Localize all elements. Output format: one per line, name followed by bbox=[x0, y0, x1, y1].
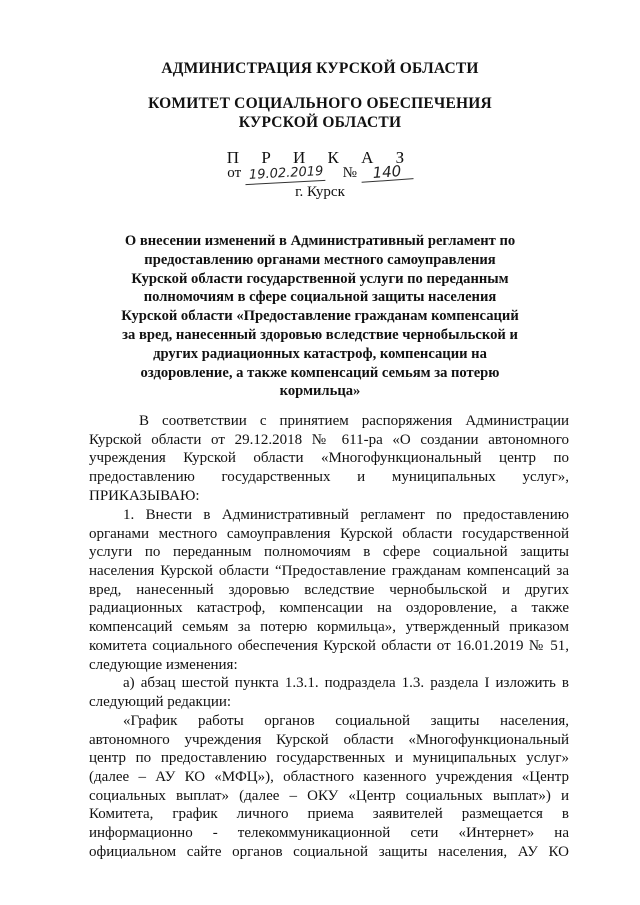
title-line: О внесении изменений в Административный регламент по bbox=[124, 233, 516, 249]
text-line: а) абзац шестой пункта 1.3.1. подраздела 1.3. раздела I изложить в bbox=[123, 675, 569, 691]
text-line: следующие изменения: bbox=[89, 656, 238, 673]
order-city: г. Курск bbox=[295, 184, 345, 200]
text-line: радиационных катастроф, компенсации на оздоровление, а также bbox=[89, 600, 569, 617]
text-line: 1. Внести в Административный регламент по предоставлению bbox=[123, 507, 569, 523]
text-line: «График работы органов социальной защиты населения, bbox=[123, 713, 569, 729]
title-line: Курской области государственной услуги по переданным bbox=[131, 270, 509, 287]
text-line: информационно - телекоммуникационной сети «Интернет» на bbox=[89, 825, 569, 842]
paragraph-item-a bbox=[89, 674, 569, 711]
administration-heading: АДМИНИСТРАЦИЯ КУРСКОЙ ОБЛАСТИ bbox=[161, 60, 479, 77]
text-line: учреждения Курской области «Многофункциональный центр по bbox=[89, 450, 569, 467]
text-line: комитета социального обеспечения Курской области от 16.01.2019 № 51, bbox=[89, 637, 569, 654]
paragraph-preamble bbox=[89, 412, 569, 505]
text-line: услуги по переданным полномочиям в сфере социальной защиты bbox=[89, 544, 569, 561]
text-line: (далее – АУ КО «МФЦ»), областного казенного учреждения «Центр bbox=[89, 769, 569, 786]
title-line: кормильца» bbox=[279, 383, 361, 400]
order-from-label: от bbox=[227, 165, 242, 181]
order-number-handwritten: 140 bbox=[360, 162, 413, 183]
text-line: вред, нанесенный здоровью вследствие чернобыльской и других bbox=[89, 581, 569, 598]
title-line: предоставлению органами местного самоуправления bbox=[144, 251, 496, 268]
text-line: ПРИКАЗЫВАЮ: bbox=[89, 487, 200, 504]
text-line: Курской области от 29.12.2018 № 611-ра «О создании автономного bbox=[89, 431, 569, 448]
text-line: социальных выплат» (далее – ОКУ «Центр социальных выплат») и bbox=[89, 787, 569, 804]
text-line: предоставлению государственных и муниципальных услуг», bbox=[89, 469, 569, 486]
title-line: полномочиям в сфере социальной защиты населения bbox=[143, 289, 497, 306]
committee-heading-line1: КОМИТЕТ СОЦИАЛЬНОГО ОБЕСПЕЧЕНИЯ bbox=[148, 95, 492, 112]
text-line: официальном сайте органов социальной защиты населения, АУ КО bbox=[89, 843, 569, 860]
committee-heading-line2: КУРСКОЙ ОБЛАСТИ bbox=[238, 114, 402, 131]
text-line: населения Курской области “Предоставление гражданам компенсаций за bbox=[89, 563, 569, 580]
title-line: других радиационных катастроф, компенсации на bbox=[153, 345, 487, 362]
text-line: органами местного самоуправления Курской области государственной bbox=[89, 525, 569, 542]
text-line: Комитета, график личного приема заявителей размещается в bbox=[89, 806, 569, 823]
title-line: Курской области «Предоставление гражданам компенсаций bbox=[121, 308, 519, 325]
text-line: следующий редакции: bbox=[89, 693, 232, 710]
title-line: за вред, нанесенный здоровью вследствие чернобыльской и bbox=[122, 326, 518, 343]
paragraph-item-1 bbox=[89, 506, 569, 674]
order-number-label: № bbox=[342, 165, 357, 181]
order-word: П Р И К А З bbox=[226, 148, 414, 167]
text-line: автономного учреждения Курской области «Многофункциональный bbox=[89, 731, 569, 748]
text-line: В соответствии с принятием распоряжения Администрации bbox=[139, 413, 569, 429]
title-line: оздоровление, а также компенсаций семьям за потерю bbox=[140, 364, 500, 381]
order-date-handwritten: 19.02.2019 bbox=[245, 164, 326, 185]
document-title bbox=[100, 232, 540, 401]
paragraph-quote bbox=[89, 712, 569, 862]
order-date-number-line bbox=[0, 164, 640, 183]
text-line: компенсаций семьям за потерю кормильца», утвержденный приказом bbox=[89, 619, 569, 636]
text-line: центр по предоставлению государственных и муниципальных услуг» bbox=[89, 750, 569, 767]
